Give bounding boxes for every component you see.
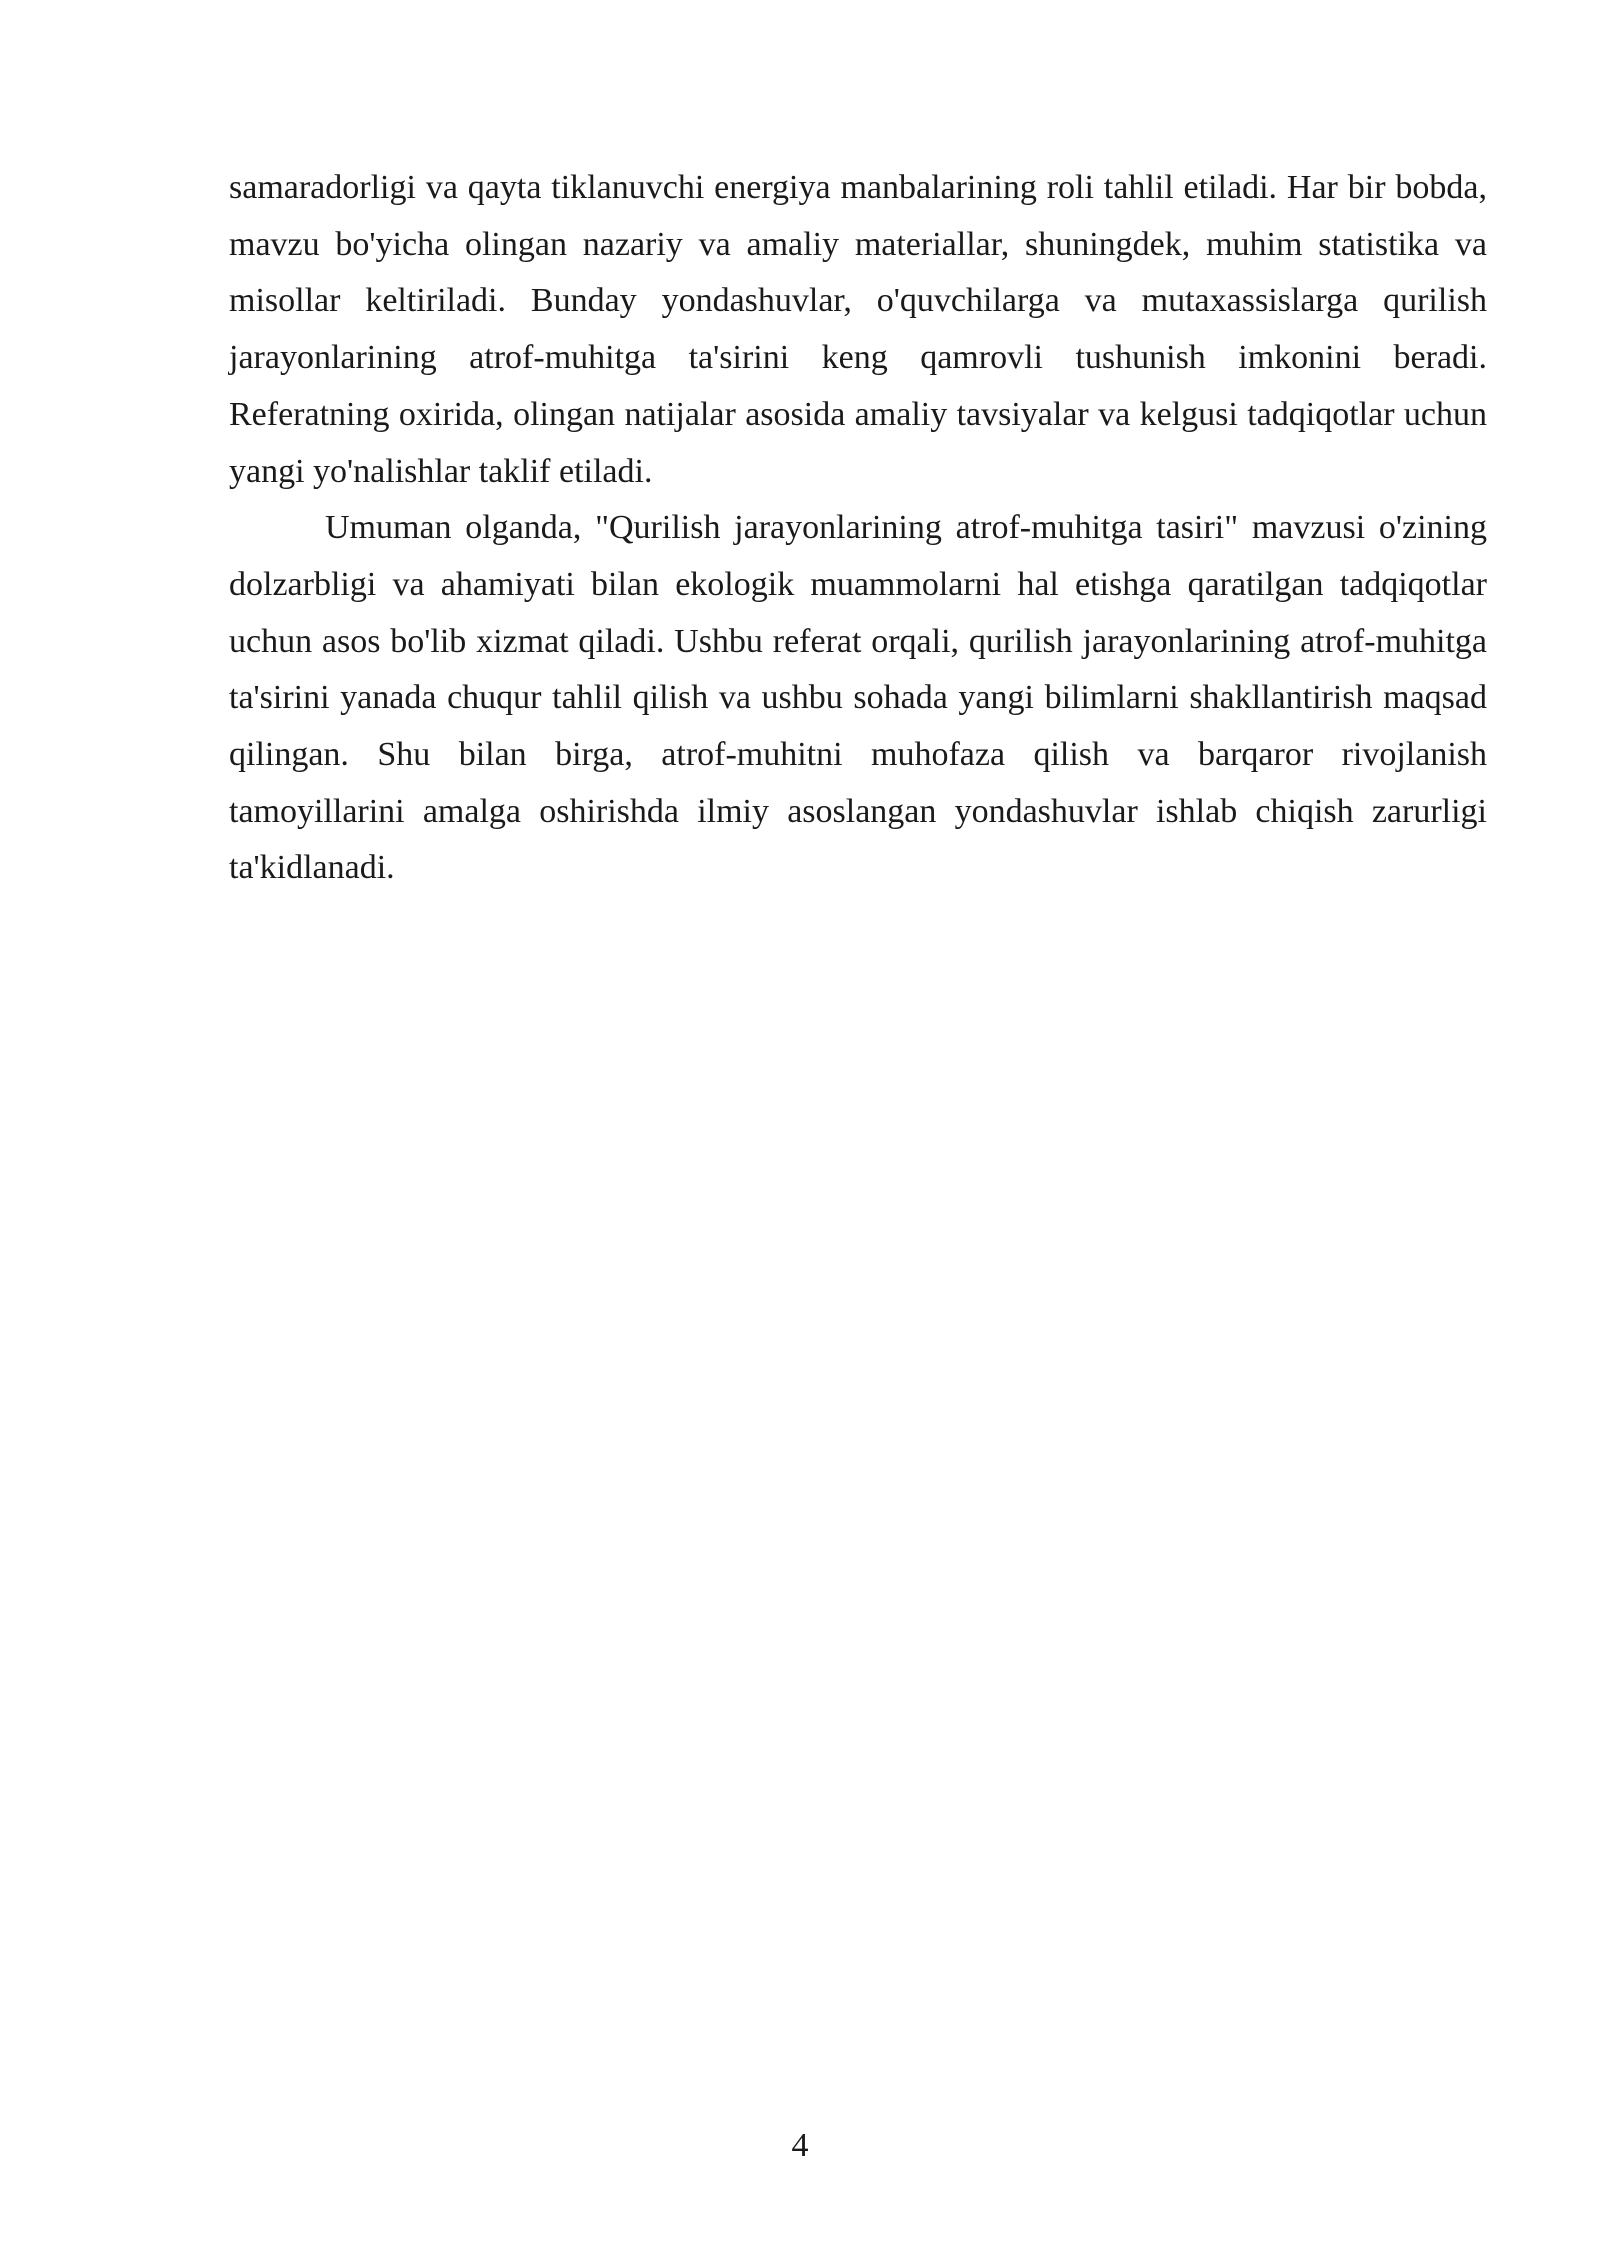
paragraph-summary: Umuman olganda, "Qurilish jarayonlarining atrof-muhitga tasiri" mavzusi o'zining dolzarbligi va ahamiyati bilan ekologik muammolarni hal etishga qaratilgan tadqiqotlar uchun asos bo'lib xizmat qiladi. Ushbu referat orqali, qurilish jarayonlarining atrof-muhitga ta'sirini yanada chuqur tahlil qilish va ushbu sohada yangi bilimlarni shakllantirish maqsad qilingan. Shu bilan birga, atrof-muhitni muhofaza qilish va barqaror rivojlanish tamoyillarini amalga oshirishda ilmiy asoslangan yondashuvlar ishlab chiqish zarurligi ta'kidlanadi. — [229, 509, 1487, 887]
paragraph-continuation: samaradorligi va qayta tiklanuvchi energiya manbalarining roli tahlil etiladi. Har bir bobda, mavzu bo'yicha olingan nazariy va amaliy materiallar, shuningdek, muhim statistika va misollar keltiriladi. Bunday yondashuvlar, o'quvchilarga va mutaxassislarga qurilish jarayonlarining atrof-muhitga ta'sirini keng qamrovli tushunish imkonini beradi. Referatning oxirida, olingan natijalar asosida amaliy tavsiyalar va kelgusi tadqiqotlar uchun yangi yo'nalishlar taklif etiladi. — [229, 169, 1487, 490]
body-text — [229, 160, 1487, 897]
page-number: 4 — [791, 2127, 809, 2164]
